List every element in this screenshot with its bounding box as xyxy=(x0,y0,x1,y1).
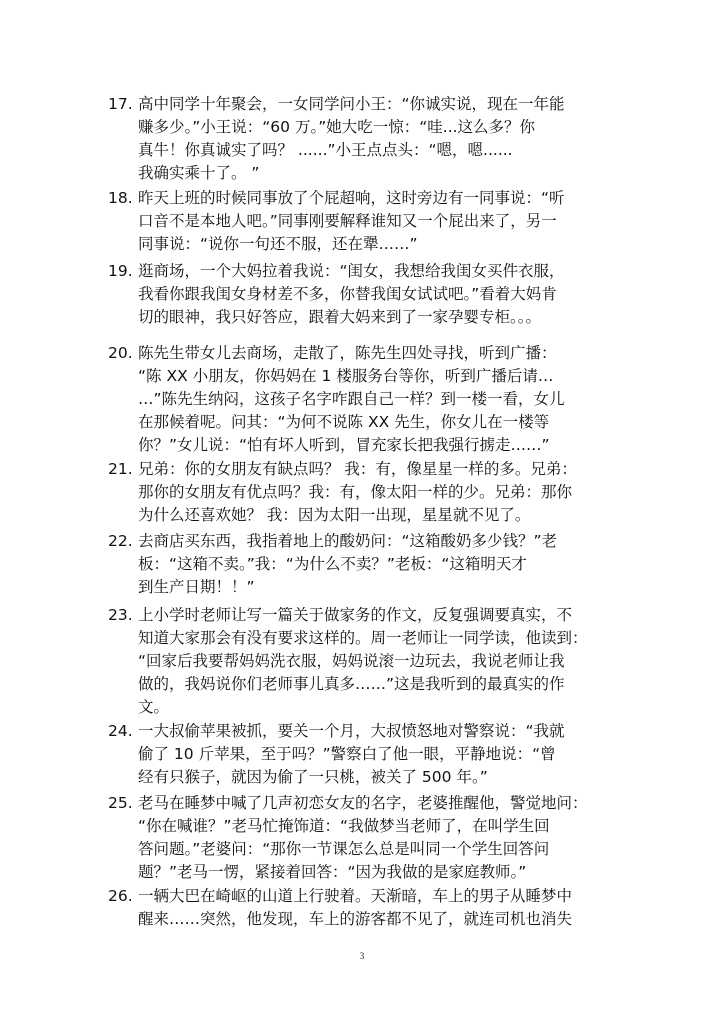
item-number: 20. xyxy=(108,344,133,362)
page-number: 3 xyxy=(359,951,365,961)
text-line: 那你的女朋友有优点吗？我：有，像太阳一样的少。兄弟：那你 xyxy=(138,483,573,501)
text-line: 同事说：“说你一句还不服，还在犟……” xyxy=(138,235,418,253)
item-number: 26. xyxy=(108,887,133,905)
text-line: 醒来……突然，他发现，车上的游客都不见了，就连司机也消失 xyxy=(138,910,573,928)
text-line: “你在喊谁？”老马忙掩饰道：“我做梦当老师了，在叫学生回 xyxy=(138,817,550,835)
text-line: “回家后我要帮妈妈洗衣服，妈妈说滚一边玩去，我说老师让我 xyxy=(138,652,565,670)
text-line: 赚多少。”小王说：“60 万。”她大吃一惊：“哇...这么多？你 xyxy=(138,118,536,136)
item-number: 24. xyxy=(108,722,133,740)
text-line: 昨天上班的时候同事放了个屁超响，这时旁边有一同事说：“听 xyxy=(138,189,565,207)
text-line: …”陈先生纳闷，这孩子名字咋跟自己一样？到一楼一看，女儿 xyxy=(138,390,565,408)
text-line: 我看你跟我闺女身材差不多，你替我闺女试试吧。”看着大妈肯 xyxy=(138,285,557,303)
text-line: 为什么还喜欢她？ 我：因为太阳一出现，星星就不见了。 xyxy=(138,506,531,524)
text-line: 偷了 10 斤苹果，至于吗？”警察白了他一眼，平静地说：“曾 xyxy=(138,745,556,763)
text-line: 口音不是本地人吧。”同事刚要解释谁知又一个屁出来了，另一 xyxy=(138,212,557,230)
text-line: 真牛！你真诚实了吗？ ......”小王点点头：“嗯，嗯...... xyxy=(138,141,513,159)
text-line: 老马在睡梦中喊了几声初恋女友的名字，老婆推醒他，警觉地问： xyxy=(138,794,588,812)
text-line: 上小学时老师让写一篇关于做家务的作文，反复强调要真实，不 xyxy=(138,606,573,624)
item-number: 18. xyxy=(108,189,133,207)
text-line: “陈 XX 小朋友，你妈妈在 1 楼服务台等你，听到广播后请… xyxy=(138,367,554,385)
text-line: 陈先生带女儿去商场，走散了，陈先生四处寻找，听到广播： xyxy=(138,344,557,362)
text-line: 切的眼神，我只好答应，跟着大妈来到了一家孕婴专柜。。。 xyxy=(138,308,542,326)
text-line: 一辆大巴在崎岖的山道上行驶着。天渐暗，车上的男子从睡梦中 xyxy=(138,887,573,905)
text-line: 我确实乘十了。 ” xyxy=(138,164,260,182)
item-number: 21. xyxy=(108,460,133,478)
item-number: 17. xyxy=(108,95,133,113)
text-line: 在那候着呢。问其：“为何不说陈 XX 先生，你女儿在一楼等 xyxy=(138,413,550,431)
text-line: 兄弟：你的女朋友有缺点吗？ 我：有，像星星一样的多。兄弟： xyxy=(138,460,577,478)
text-line: 一大叔偷苹果被抓，要关一个月，大叔愤怒地对警察说：“我就 xyxy=(138,722,565,740)
text-line: 文。 xyxy=(138,698,170,716)
text-line: 知道大家那会有没有要求这样的。周一老师让一同学读，他读到： xyxy=(138,629,588,647)
text-line: 答问题。”老婆问：“那你一节课怎么总是叫同一个学生回答问 xyxy=(138,840,550,858)
item-number: 23. xyxy=(108,606,133,624)
text-line: 到生产日期！！” xyxy=(138,578,255,596)
text-line: 题？”老马一愣，紧接着回答：“因为我做的是家庭教师。” xyxy=(138,863,527,881)
text-line: 逛商场，一个大妈拉着我说：“闺女，我想给我闺女买件衣服， xyxy=(138,262,565,280)
text-line: 板：“这箱不卖。”我：“为什么不卖？”老板：“这箱明天才 xyxy=(138,555,527,573)
item-number: 25. xyxy=(108,794,133,812)
text-line: 去商店买东西，我指着地上的酸奶问：“这箱酸奶多少钱？”老 xyxy=(138,532,558,550)
text-line: 你？”女儿说：“怕有坏人听到，冒充家长把我强行掳走……” xyxy=(138,436,550,454)
text-line: 高中同学十年聚会，一女同学问小王：“你诚实说，现在一年能 xyxy=(138,95,565,113)
text-line: 做的，我妈说你们老师事儿真多……”这是我听到的最真实的作 xyxy=(138,675,565,693)
text-line: 经有只猴子，就因为偷了一只桃，被关了 500 年。” xyxy=(138,768,488,786)
item-number: 19. xyxy=(108,262,133,280)
item-number: 22. xyxy=(108,532,133,550)
